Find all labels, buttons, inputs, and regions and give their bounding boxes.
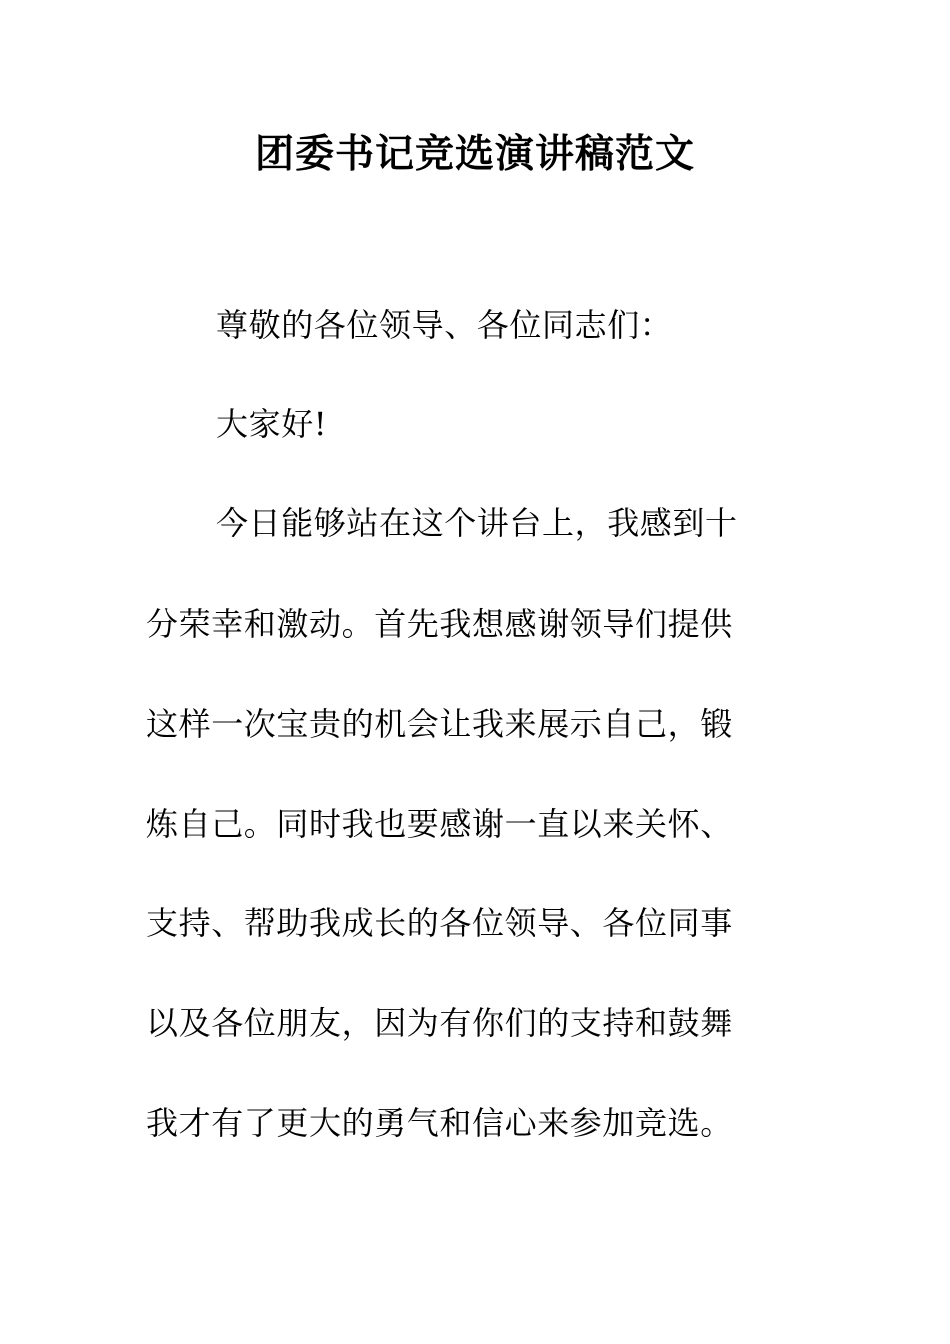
paragraph-line: 支持、帮助我成长的各位领导、各位同事 <box>146 904 733 942</box>
paragraph-line: 今日能够站在这个讲台上，我感到十 <box>216 504 738 542</box>
document-title: 团委书记竞选演讲稿范文 <box>254 131 695 177</box>
paragraph-line: 炼自己。同时我也要感谢一直以来关怀、 <box>146 805 733 843</box>
paragraph-line: 分荣幸和激动。首先我想感谢领导们提供 <box>146 605 733 643</box>
greeting-line: 大家好! <box>216 405 328 443</box>
paragraph-line: 以及各位朋友，因为有你们的支持和鼓舞 <box>146 1004 733 1042</box>
salutation-line: 尊敬的各位领导、各位同志们： <box>216 306 673 344</box>
paragraph-line: 我才有了更大的勇气和信心来参加竞选。 <box>146 1104 733 1142</box>
paragraph-line: 这样一次宝贵的机会让我来展示自己，锻 <box>146 705 733 743</box>
